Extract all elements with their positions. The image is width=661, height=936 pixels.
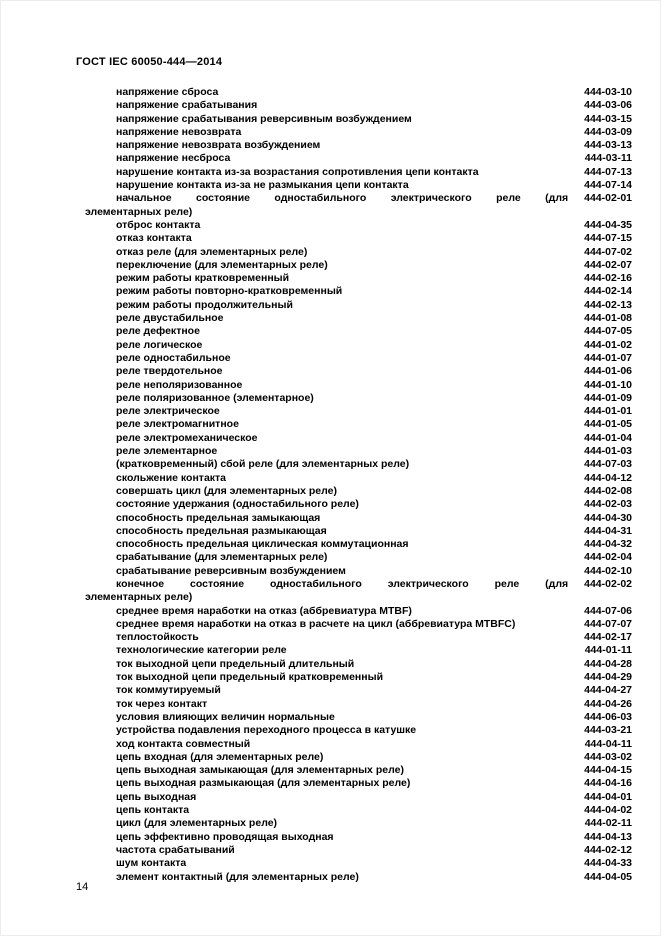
entry-code: 444-04-35 (584, 218, 632, 231)
page-number: 14 (76, 881, 89, 893)
entry-code: 444-01-03 (584, 445, 632, 458)
index-entry (76, 871, 632, 884)
index-entry (76, 751, 632, 764)
entry-code: 444-01-11 (584, 644, 632, 657)
index-entry (76, 392, 632, 405)
index-entry (76, 485, 632, 498)
entry-code: 444-03-15 (584, 112, 632, 125)
entry-code: 444-07-02 (584, 245, 632, 258)
entry-code: 444-04-02 (584, 804, 632, 817)
entry-code: 444-04-31 (584, 524, 632, 537)
entry-term: цепь выходная размыкающая (для элементарных реле) (116, 777, 411, 790)
index-entry (76, 831, 632, 844)
entry-code: 444-02-01 (584, 192, 632, 205)
index-entry (76, 352, 632, 365)
entry-code: 444-04-33 (584, 857, 632, 870)
index-entry (76, 472, 632, 485)
entry-code: 444-01-05 (584, 418, 632, 431)
entry-code: 444-04-12 (584, 471, 632, 484)
index-entry (76, 538, 632, 551)
entry-term: состояние удержания (одностабильного реле) (116, 498, 359, 511)
entry-term: режим работы кратковременный (116, 272, 290, 285)
index-entry (76, 339, 632, 352)
index-entry (76, 405, 632, 418)
entry-code: 444-04-30 (584, 511, 632, 524)
index-entry (76, 631, 632, 644)
index-entry (76, 711, 632, 724)
entry-code: 444-07-14 (584, 179, 632, 192)
entry-code: 444-02-14 (584, 285, 632, 298)
entry-term: реле логическое (116, 338, 203, 351)
index-entry (76, 698, 632, 711)
entry-term: срабатывание (для элементарных реле) (116, 551, 328, 564)
entry-term: среднее время наработки на отказ в расчете на цикл (аббревиатура MTBFC) (116, 617, 516, 630)
entry-term: начальное состояние одностабильного электрического реле (для (116, 192, 569, 205)
entry-term: способность предельная размыкающая (116, 524, 327, 537)
index-entry (76, 166, 632, 179)
entry-term: напряжение невозврата (116, 125, 242, 138)
entry-term: переключение (для элементарных реле) (116, 258, 328, 271)
index-entry (76, 152, 632, 165)
entry-code: 444-02-07 (584, 258, 632, 271)
index-entry (76, 791, 632, 804)
index-entry (76, 179, 632, 192)
index-entry (76, 618, 632, 631)
entry-term: напряжение сброса (116, 86, 219, 98)
entry-code: 444-02-13 (584, 298, 632, 311)
index-entry (76, 113, 632, 126)
index-entry (76, 658, 632, 671)
entry-term: цикл (для элементарных реле) (116, 817, 278, 830)
entry-code: 444-04-11 (584, 737, 632, 750)
entry-code: 444-04-28 (584, 657, 632, 670)
entry-code: 444-07-07 (584, 617, 632, 630)
entry-term: цепь выходная (116, 790, 197, 803)
index-entry (76, 724, 632, 737)
entry-code: 444-04-13 (584, 830, 632, 843)
index-entry (76, 418, 632, 431)
entry-term: реле электромеханическое (116, 431, 258, 444)
index-entry (76, 365, 632, 378)
index-entry (76, 86, 632, 99)
entry-code: 444-04-16 (584, 777, 632, 790)
entry-term: (кратковременный) сбой реле (для элементарных реле) (116, 458, 410, 471)
index-entry (76, 578, 632, 605)
index-entry (76, 804, 632, 817)
entry-term-continuation: элементарных реле) (85, 591, 193, 604)
entry-term: шум контакта (116, 857, 187, 870)
entry-code: 444-01-08 (584, 312, 632, 325)
entry-term: реле двустабильное (116, 312, 224, 325)
entry-term: ток через контакт (116, 697, 208, 710)
entry-term: реле одностабильное (116, 351, 231, 364)
entry-code: 444-03-06 (584, 99, 632, 112)
entry-code: 444-07-03 (584, 458, 632, 471)
entry-code: 444-02-16 (584, 272, 632, 285)
entry-term: способность предельная циклическая коммутационная (116, 538, 409, 551)
entry-code: 444-02-17 (584, 631, 632, 644)
index-entry (76, 232, 632, 245)
entry-term: цепь выходная замыкающая (для элементарных реле) (116, 764, 404, 777)
entry-term: режим работы продолжительный (116, 298, 293, 311)
index-entry (76, 777, 632, 790)
entry-code: 444-07-15 (584, 232, 632, 245)
index-entry (76, 192, 632, 219)
entry-code: 444-01-04 (584, 431, 632, 444)
entry-code: 444-04-05 (584, 870, 632, 883)
index-entry (76, 565, 632, 578)
entry-code: 444-02-03 (584, 498, 632, 511)
entry-code: 444-01-06 (584, 365, 632, 378)
index-entry (76, 738, 632, 751)
entry-code: 444-04-26 (584, 697, 632, 710)
entry-term: конечное состояние одностабильного электрического реле (для (116, 577, 569, 590)
entry-term: реле электромагнитное (116, 418, 239, 431)
entry-term: способность предельная замыкающая (116, 511, 321, 524)
entry-code: 444-04-29 (584, 671, 632, 684)
entry-term: отказ реле (для элементарных реле) (116, 245, 308, 258)
index-entry (76, 817, 632, 830)
entry-term: ток выходной цепи предельный кратковременный (116, 671, 384, 684)
entry-code: 444-01-09 (584, 391, 632, 404)
entry-term: частота срабатываний (116, 843, 235, 856)
entry-term: напряжение срабатывания (116, 99, 258, 112)
entry-code: 444-02-04 (584, 551, 632, 564)
entry-term: среднее время наработки на отказ (аббревиатура MTBF) (116, 604, 412, 617)
entry-term: реле элементарное (116, 445, 218, 458)
index-entry (76, 219, 632, 232)
index-entry (76, 525, 632, 538)
entry-code: 444-02-10 (584, 564, 632, 577)
entry-term: ток коммутируемый (116, 684, 221, 697)
index-entry (76, 857, 632, 870)
entry-code: 444-02-08 (584, 484, 632, 497)
entry-term: реле дефектное (116, 325, 200, 338)
entry-term: реле поляризованное (элементарное) (116, 391, 314, 404)
index-entry (76, 379, 632, 392)
entry-code: 444-07-06 (584, 604, 632, 617)
entry-term-continuation: элементарных реле) (85, 205, 193, 218)
entry-term: устройства подавления переходного процесса в катушке (116, 724, 417, 737)
index-entry (76, 299, 632, 312)
entry-code: 444-03-02 (584, 750, 632, 763)
entry-term: нарушение контакта из-за возрастания сопротивления цепи контакта (116, 165, 479, 178)
index-entry (76, 498, 632, 511)
entry-code: 444-01-01 (584, 405, 632, 418)
entry-code: 444-04-15 (584, 764, 632, 777)
index-entry (76, 644, 632, 657)
entry-term: элемент контактный (для элементарных реле) (116, 870, 359, 883)
entry-term: отброс контакта (116, 218, 201, 231)
index-entry (76, 325, 632, 338)
index-entry (76, 844, 632, 857)
entry-code: 444-03-11 (584, 152, 632, 165)
index-entry (76, 671, 632, 684)
entry-term: технологические категории реле (116, 644, 287, 657)
document-header: ГОСТ IEC 60050-444—2014 (76, 56, 223, 68)
entry-term: реле неполяризованное (116, 378, 243, 391)
entry-code: 444-01-07 (584, 351, 632, 364)
entry-code: 444-02-11 (584, 817, 632, 830)
entry-term: цепь входная (для элементарных реле) (116, 750, 324, 763)
index-entry (76, 445, 632, 458)
entry-term: напряжение срабатывания реверсивным возбуждением (116, 112, 412, 125)
entry-code: 444-07-13 (584, 165, 632, 178)
index-entry (76, 99, 632, 112)
index-entry (76, 512, 632, 525)
index-entry (76, 246, 632, 259)
entry-term: отказ контакта (116, 232, 192, 245)
entry-term: реле твердотельное (116, 365, 223, 378)
index-entry (76, 605, 632, 618)
index-entry (76, 432, 632, 445)
entry-code: 444-06-03 (584, 710, 632, 723)
entry-code: 444-03-21 (584, 724, 632, 737)
entry-code: 444-03-10 (584, 86, 632, 98)
entry-code: 444-03-09 (584, 125, 632, 138)
entry-term: срабатывание реверсивным возбуждением (116, 564, 346, 577)
entry-term: совершать цикл (для элементарных реле) (116, 484, 337, 497)
entry-term: цепь эффективно проводящая выходная (116, 830, 334, 843)
entry-code: 444-04-27 (584, 684, 632, 697)
entry-code: 444-02-02 (584, 577, 632, 590)
entry-term: реле электрическое (116, 405, 220, 418)
entry-term: ход контакта совместный (116, 737, 251, 750)
entry-code: 444-03-13 (584, 139, 632, 152)
index-entry (76, 458, 632, 471)
entry-term: цепь контакта (116, 804, 190, 817)
entry-code: 444-01-02 (584, 338, 632, 351)
entry-term: ток выходной цепи предельный длительный (116, 657, 355, 670)
index-entry (76, 285, 632, 298)
entry-code: 444-04-01 (584, 790, 632, 803)
index-entry (76, 684, 632, 697)
index-entry (76, 139, 632, 152)
index-entry (76, 126, 632, 139)
entry-code: 444-02-12 (584, 843, 632, 856)
entry-term: режим работы повторно-кратковременный (116, 285, 343, 298)
entry-term: условия влияющих величин нормальные (116, 710, 335, 723)
index-entry-list (76, 86, 632, 884)
entry-code: 444-07-05 (584, 325, 632, 338)
entry-term: скольжение контакта (116, 471, 227, 484)
index-entry (76, 764, 632, 777)
index-entry (76, 272, 632, 285)
index-entry (76, 259, 632, 272)
entry-term: напряжение невозврата возбуждением (116, 139, 321, 152)
entry-term: напряжение несброса (116, 152, 231, 165)
entry-code: 444-04-32 (584, 538, 632, 551)
entry-term: нарушение контакта из-за не размыкания цепи контакта (116, 179, 409, 192)
index-entry (76, 312, 632, 325)
entry-term: теплостойкость (116, 631, 199, 644)
index-entry (76, 551, 632, 564)
entry-code: 444-01-10 (584, 378, 632, 391)
